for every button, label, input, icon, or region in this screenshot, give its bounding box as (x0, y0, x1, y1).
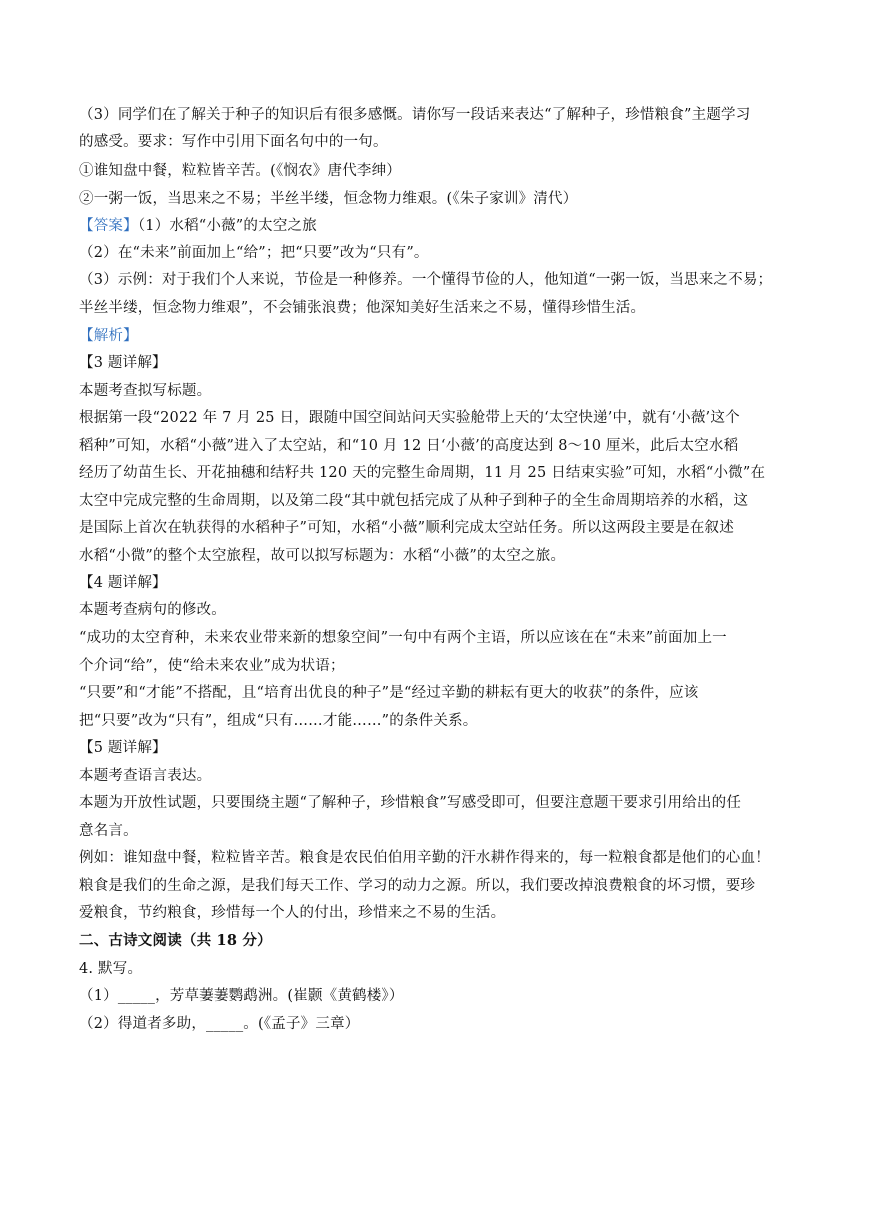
question-4-item-2: （2）得道者多助，_____。(《孟子》三章） (79, 1015, 360, 1032)
q5-detail-header: 【5 题详解】 (79, 740, 167, 756)
analysis-tag: 【解析】 (79, 328, 138, 344)
question3-prompt-line2: 的感受。要求：写作中引用下面名句中的一句。 (79, 134, 388, 150)
q5-detail-line: 例如：谁知盘中餐，粒粒皆辛苦。粮食是农民伯伯用辛勤的汗水耕作得来的，每一粒粮食都是他们的心血！ (79, 850, 770, 866)
q4-detail-body (79, 626, 791, 736)
q5-detail-body (79, 791, 791, 929)
q3-detail-body (79, 406, 791, 571)
q5-detail-line: 意名言。 (79, 822, 138, 839)
q4-detail-intro: 本题考查病句的修改。 (79, 602, 226, 618)
q3-detail-line: 稻种”可知，水稻“小薇”进入了太空站，和“10 月 12 日‘小薇’的高度达到 8～10 厘米，此后太空水稻 (79, 437, 739, 454)
answer-line-1 (79, 214, 791, 241)
q4-detail-line: “只要”和“才能”不搭配，且“培育出优良的种子”是“经过辛勤的耕耘有更大的收获”的条件，应该 (79, 685, 699, 701)
q4-detail-line: “成功的太空育种，未来农业带来新的想象空间”一句中有两个主语，所以应该在在“未来”前面加上一 (79, 630, 727, 646)
section-title: 二、古诗文阅读（共 18 分） (79, 931, 272, 949)
question-4-label: 4. 默写。 (79, 960, 143, 977)
q3-detail-header: 【3 题详解】 (79, 355, 167, 371)
answer-3-line1: （3）示例：对于我们个人来说，节俭是一种修养。一个懂得节俭的人，他知道“一粥一饭，当思来之不易； (79, 272, 773, 288)
q3-detail-line: 太空中完成完整的生命周期，以及第二段“其中就包括完成了从种子到种子的全生命周期培养的水稻，这 (79, 492, 749, 509)
q5-detail-line: 本题为开放性试题，只要围绕主题“了解种子，珍惜粮食”写感受即可，但要注意题干要求引用给出的任 (79, 795, 742, 811)
question3-prompt-line1: （3）同学们在了解关于种子的知识后有很多感慨。请你写一段话来表达“了解种子，珍惜粮食”主题学习 (79, 107, 751, 123)
answer-tag: 【答案】 (79, 218, 138, 234)
quote-2: ②一粥一饭，当思来之不易；半丝半缕，恒念物力维艰。(《朱子家训》清代） (79, 191, 578, 207)
q3-detail-intro: 本题考查拟写标题。 (79, 383, 212, 399)
q5-detail-intro: 本题考查语言表达。 (79, 768, 212, 784)
q5-detail-line: 爱粮食，节约粮食，珍惜每一个人的付出，珍惜来之不易的生活。 (79, 905, 506, 921)
question-4-item-1: （1）_____，芳草萋萋鹦鹉洲。(崔颢《黄鹤楼》） (79, 987, 404, 1004)
q4-detail-header: 【4 题详解】 (79, 575, 167, 591)
q5-detail-line: 粮食是我们的生命之源，是我们每天工作、学习的动力之源。所以，我们要改掉浪费粮食的坏习惯，要珍 (79, 877, 756, 894)
document-page (79, 103, 791, 1039)
quote-1: ①谁知盘中餐，粒粒皆辛苦。(《悯农》唐代李绅） (79, 163, 402, 179)
q3-detail-line: 水稻“小微”的整个太空旅程，故可以拟写标题为：水稻“小薇”的太空之旅。 (79, 547, 566, 564)
q3-detail-line: 是国际上首次在轨获得的水稻种子”可知，水稻“小薇”顺利完成太空站任务。所以这两段主要是在叙述 (79, 520, 734, 536)
answer-3-line2: 半丝半缕，恒念物力维艰”，不会铺张浪费；他深知美好生活来之不易，懂得珍惜生活。 (79, 300, 646, 316)
q4-detail-line: 个介词“给”，使“给未来农业”成为状语； (79, 657, 345, 674)
answer-2: （2）在“未来”前面加上“给”；把“只要”改为“只有”。 (79, 245, 429, 261)
answer-1: （1）水稻“小薇”的太空之旅 (137, 218, 317, 234)
q3-detail-line: 根据第一段“2022 年 7 月 25 日，跟随中国空间站问天实验舱带上天的‘太空快递’中，就有‘小薇’这个 (79, 410, 740, 426)
q4-detail-line: 把“只要”改为“只有”，组成“只有……才能……”的条件关系。 (79, 712, 478, 729)
q3-detail-line: 经历了幼苗生长、开花抽穗和结籽共 120 天的完整生命周期，11 月 25 日结束实验”可知，水稻“小微”在 (79, 465, 766, 481)
